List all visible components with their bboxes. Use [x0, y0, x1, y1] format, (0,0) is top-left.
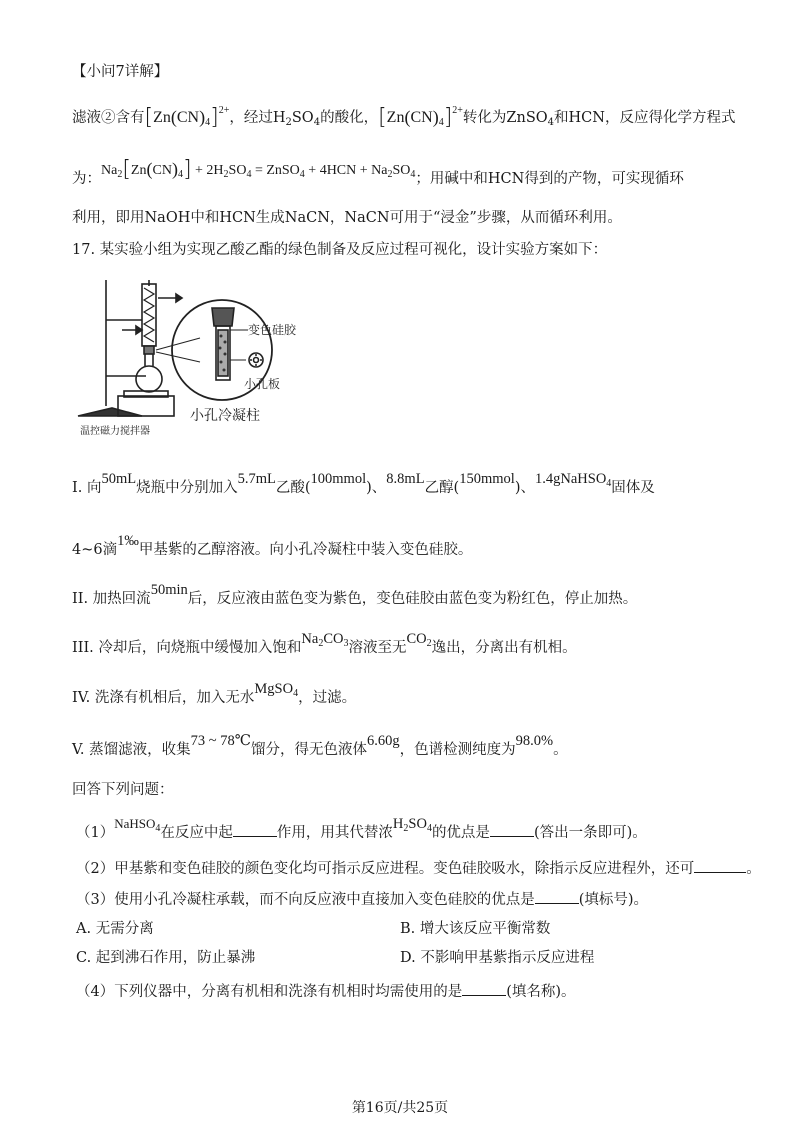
value: 73 ~ 78℃ — [190, 733, 251, 749]
paren-open: ( — [404, 107, 411, 127]
label-stirrer: 温控磁力搅拌器 — [80, 426, 150, 437]
value: H — [392, 816, 404, 832]
value: 1.4gNaHSO — [535, 471, 607, 487]
option-d[interactable]: D. 不影响甲基紫指示反应进程 — [400, 950, 595, 966]
mgso4 — [254, 681, 298, 697]
page-footer: 第16页/共25页 — [351, 1100, 449, 1116]
option-a[interactable]: A. 无需分离 — [76, 921, 154, 937]
text: （4）下列仪器中，分离有机相和洗涤有机相时均需使用的是 — [76, 984, 463, 1000]
paren-open: ( — [170, 107, 177, 127]
subscript: 4 — [313, 117, 321, 128]
paren-close: ) — [199, 107, 206, 127]
text: 烧瓶中分别加入 — [136, 480, 238, 496]
text: ，经过H — [229, 110, 286, 126]
value: 150mmol — [459, 471, 515, 487]
subscript: 4 — [246, 169, 252, 180]
answer-prompt: 回答下列问题： — [72, 782, 174, 798]
step1-line1 — [72, 471, 655, 503]
paren-close: ) — [432, 107, 439, 127]
subscript: 2 — [117, 169, 123, 180]
text: 为： — [72, 171, 101, 187]
answer-blank[interactable] — [233, 822, 277, 837]
h2so4 — [393, 816, 432, 832]
text: 乙醇( — [424, 480, 460, 496]
subscript: 4 — [606, 478, 612, 489]
text: )、 — [366, 480, 387, 496]
bracket-close: ] — [443, 105, 453, 130]
para1-line3: 利用，即用NaOH中和HCN生成NaCN，NaCN可用于“浸金”步骤，从而循环利用。 — [72, 210, 622, 226]
text: 的酸化， — [320, 110, 379, 126]
value: NaHSO — [114, 816, 156, 831]
text: 的优点是 — [431, 825, 490, 841]
question-2 — [76, 858, 761, 879]
text: （3）使用小孔冷凝柱承载，而不向反应液中直接加入变色硅胶的优点是 — [76, 892, 535, 908]
option-c[interactable]: C. 起到沸石作用，防止暴沸 — [76, 950, 256, 966]
subscript: 4 — [177, 169, 183, 180]
text: 滤液②含有 — [72, 110, 145, 126]
cn: CN — [176, 109, 200, 126]
value: 1‰ — [117, 533, 139, 549]
option-b[interactable]: B. 增大该反应平衡常数 — [400, 921, 551, 937]
subscript: 4 — [438, 117, 444, 128]
text: SO — [291, 110, 314, 126]
charge: 2+ — [218, 105, 230, 116]
text: 作用，用其代替浓 — [276, 825, 393, 841]
text: 转化为ZnSO — [462, 110, 548, 126]
zn: Zn — [386, 109, 405, 126]
text: (答出一条即可)。 — [533, 825, 647, 841]
paren-close: ) — [171, 159, 178, 179]
subscript: 2 — [285, 117, 292, 128]
text: ，过滤。 — [298, 690, 357, 706]
text: 固体及 — [611, 480, 655, 496]
q17-intro: 17. 某实验小组为实现乙酸乙酯的绿色制备及反应过程可视化，设计实验方案如下： — [72, 242, 608, 258]
paren-open: ( — [146, 159, 153, 179]
bracket-open: [ — [378, 105, 387, 130]
section-heading: 【小问7详解】 — [72, 64, 169, 80]
step3 — [72, 631, 577, 663]
co2 — [406, 631, 431, 647]
subscript: 2 — [318, 638, 324, 649]
nahso4 — [535, 471, 611, 487]
question-4 — [76, 981, 576, 1002]
apparatus-figure — [72, 278, 312, 438]
subscript: 4 — [293, 688, 299, 699]
text: )、 — [514, 480, 535, 496]
eq-term: + 4HCN + Na — [308, 163, 388, 178]
value: 98.0% — [515, 733, 554, 749]
label-condenser: 小孔冷凝柱 — [190, 408, 260, 424]
question-1 — [76, 816, 647, 848]
text: 甲基紫的乙醇溶液。向小孔冷凝柱中装入变色硅胶。 — [138, 542, 473, 558]
cn: CN — [410, 109, 433, 126]
apparatus-diagram — [72, 278, 312, 438]
text: 逸出，分离出有机相。 — [431, 640, 577, 656]
zn-cn-complex-2 — [378, 105, 463, 130]
value: 5.7mL — [237, 471, 276, 487]
para1-line2 — [72, 157, 684, 194]
question-3 — [76, 889, 648, 910]
subscript: 4 — [410, 169, 416, 180]
text: (填标号)。 — [578, 892, 649, 908]
subscript: 4 — [155, 823, 161, 834]
answer-blank[interactable] — [535, 889, 579, 904]
step1-line2 — [72, 533, 473, 560]
label-silica: 变色硅胶 — [248, 323, 297, 337]
subscript: 2 — [387, 169, 393, 180]
bracket-open: [ — [122, 157, 131, 182]
value: 100mmol — [310, 471, 367, 487]
text: 溶液至无 — [348, 640, 407, 656]
text: （1） — [76, 825, 115, 841]
zn-cn-complex-1 — [144, 105, 230, 130]
co: CO — [323, 631, 344, 647]
text: ；用碱中和HCN得到的产物，可实现循环 — [415, 171, 684, 187]
eq-term: = ZnSO — [254, 163, 300, 178]
subscript: 2 — [426, 638, 432, 649]
bracket-close: ] — [210, 105, 219, 130]
eq-term: SO — [228, 163, 247, 178]
subscript: 4 — [547, 117, 555, 128]
step2 — [72, 582, 638, 609]
text: 乙酸( — [275, 480, 311, 496]
text: （2）甲基紫和变色硅胶的颜色变化均可指示反应进程。变色硅胶吸水，除指示反应进程外，还可 — [76, 861, 695, 877]
na: Na — [301, 631, 319, 647]
zn: Zn — [130, 163, 147, 178]
cn: CN — [152, 163, 172, 178]
answer-blank[interactable] — [462, 981, 506, 996]
value: 6.60g — [366, 733, 400, 749]
text: 在反应中起 — [160, 825, 233, 841]
na: Na — [101, 163, 118, 178]
text: ，色谱检测纯度为 — [399, 742, 516, 758]
text: 后，反应液由蓝色变为紫色，变色硅胶由蓝色变为粉红色，停止加热。 — [187, 591, 638, 607]
subscript: 3 — [343, 638, 349, 649]
value: SO — [408, 816, 427, 832]
para1-line1 — [72, 101, 735, 133]
eq-term: + 2H — [195, 163, 224, 178]
value: 8.8mL — [386, 471, 425, 487]
value: 50mL — [101, 471, 137, 487]
subscript: 4 — [426, 823, 432, 834]
zn: Zn — [153, 109, 171, 126]
subscript: 2 — [403, 823, 409, 834]
na2co3 — [301, 631, 348, 647]
mg: MgSO — [254, 681, 294, 697]
chemical-equation — [101, 157, 416, 182]
answer-blank[interactable] — [694, 858, 746, 873]
text: III. 冷却后，向烧瓶中缓慢加入饱和 — [72, 640, 302, 656]
text: 和HCN，反应得化学方程式 — [554, 110, 736, 126]
eq-term: SO — [392, 163, 411, 178]
label-plate: 小孔板 — [244, 377, 281, 391]
charge: 2+ — [452, 105, 463, 116]
nahso4 — [114, 816, 161, 834]
text: I. 向 — [72, 480, 102, 496]
value: 50min — [150, 582, 188, 598]
text: II. 加热回流 — [72, 591, 151, 607]
text: 4~6滴 — [72, 542, 118, 558]
bracket-open: [ — [144, 105, 154, 130]
subscript: 4 — [299, 169, 305, 180]
text: 。 — [553, 742, 568, 758]
co: CO — [406, 631, 427, 647]
subscript: 4 — [205, 117, 211, 128]
text: IV. 洗涤有机相后，加入无水 — [72, 690, 255, 706]
answer-blank[interactable] — [490, 822, 534, 837]
step4 — [72, 681, 357, 713]
text: (填名称)。 — [506, 984, 576, 1000]
text: 馏分，得无色液体 — [250, 742, 367, 758]
text: V. 蒸馏滤液，收集 — [72, 742, 191, 758]
subscript: 2 — [223, 169, 229, 180]
text: 。 — [746, 861, 761, 877]
bracket-close: ] — [182, 157, 192, 182]
step5 — [72, 733, 568, 760]
